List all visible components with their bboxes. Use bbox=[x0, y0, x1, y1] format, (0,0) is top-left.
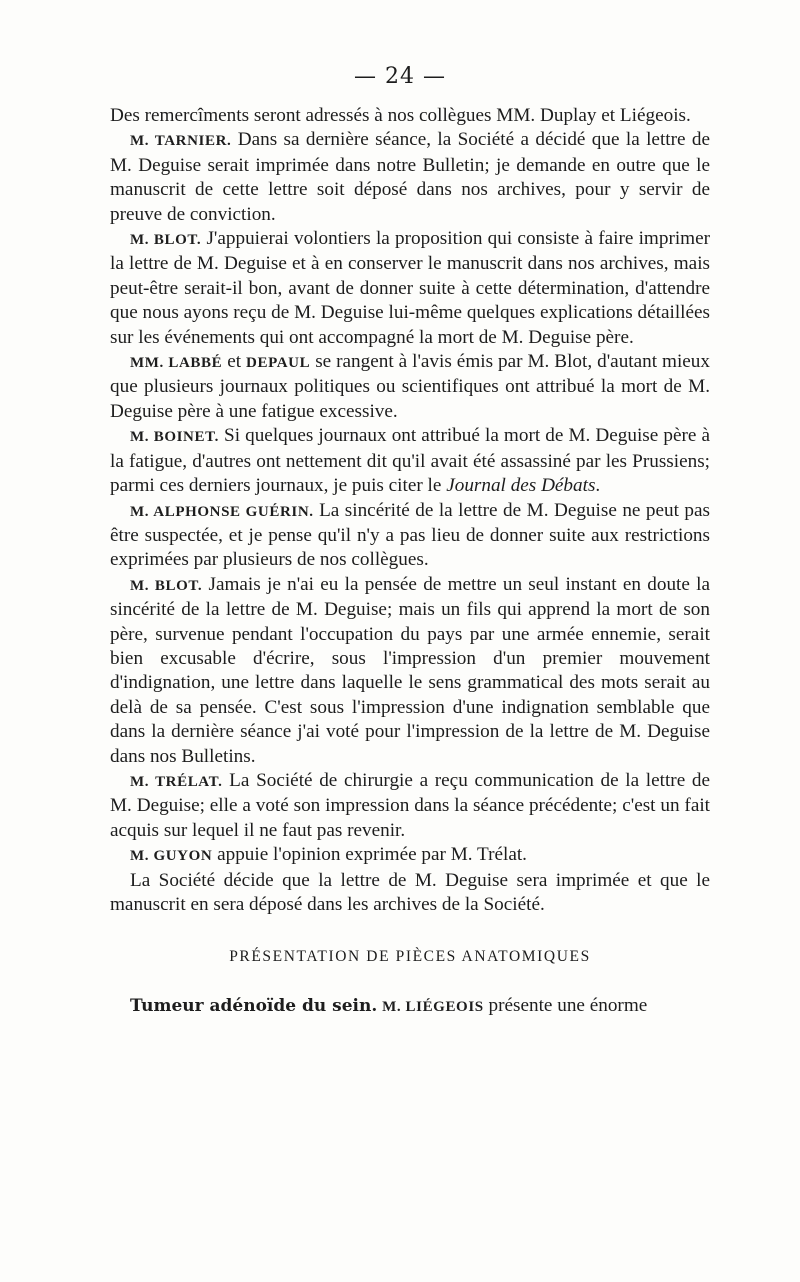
speaker-name-2: DEPAUL bbox=[246, 355, 311, 372]
paragraph-tail: . bbox=[595, 475, 601, 497]
paragraph-acknowledgement bbox=[110, 104, 710, 128]
paragraph-text: Si quelques journaux ont attribué la mort de M. Deguise père à la fatigue, d'autres ont nettement dit qu'il avait été assassiné par les Prussiens; parmi ces derniers journaux, je puis citer le bbox=[110, 425, 710, 497]
case-heading: Tumeur adénoïde du sein. bbox=[130, 995, 378, 1016]
speaker-name: M. BLOT. bbox=[130, 577, 203, 594]
speaker-name: M. ALPHONSE GUÉRIN. bbox=[130, 503, 314, 520]
speaker-conjunction: et bbox=[222, 351, 247, 373]
paragraph-text: J'appuierai volontiers la proposition qui consiste à faire imprimer la lettre de M. Deguise et à en conserver le manuscrit dans nos archives, mais peut-être serait-il bon, avant de donner suite à cette détermination, d'attendre que nous ayons reçu de M. Deguise lui-même quelques explications détaillées sur les événements qui ont accompagné la mort de M. Deguise père. bbox=[110, 228, 710, 348]
paragraph-boinet bbox=[110, 424, 710, 498]
document-body bbox=[110, 104, 710, 1019]
speaker-name: M. LIÉGEOIS bbox=[382, 998, 484, 1015]
paragraph-text: Jamais je n'ai eu la pensée de mettre un seul instant en doute la sincérité de la lettre de M. Deguise; mais un fils qui apprend la mort de son père, survenue pendant l'occupation du pays par une armée ennemie, serait bien excusable d'écrire, sous l'impression d'un premier mouvement d'indignation, une lettre dans laquelle le sens grammatical des mots serait au delà de sa pensée. C'est sous l'impression d'une indignation semblable que dans la dernière séance j'ai voté pour l'impression de la lettre de M. Deguise dans nos Bulletins. bbox=[110, 573, 711, 767]
paragraph-guyon bbox=[110, 843, 710, 868]
paragraph-blot-2 bbox=[110, 573, 710, 769]
paragraph-text: La sincérité de la lettre de M. Deguise ne peut pas être suspectée, et je pense qu'il n'y a pas lieu de donner suite aux restrictions exprimées par plusieurs de nos collègues. bbox=[110, 499, 710, 571]
paragraph-blot-1 bbox=[110, 227, 710, 350]
paragraph-guerin bbox=[110, 499, 710, 573]
section-heading: PRÉSENTATION DE PIÈCES ANATOMIQUES bbox=[229, 948, 591, 966]
journal-title: Journal des Débats bbox=[446, 475, 596, 497]
paragraph-tarnier bbox=[110, 128, 710, 227]
paragraph-text: La Société décide que la lettre de M. Deguise sera imprimée et que le manuscrit en sera déposé dans les archives de la Société. bbox=[110, 869, 710, 915]
speaker-name: M. TRÉLAT. bbox=[130, 773, 223, 790]
paragraph-text: Des remercîments seront adressés à nos collègues MM. Duplay et Liégeois. bbox=[110, 105, 691, 126]
speaker-name: MM. LABBÉ bbox=[130, 355, 223, 372]
speaker-name: M. GUYON bbox=[130, 848, 213, 865]
paragraph-text: se rangent à l'avis émis par M. Blot, d'autant mieux que plusieurs journaux politiques ou scientifiques ont attribué la mort de M. Deguise père à une fatigue excessive. bbox=[110, 351, 710, 422]
paragraph-tumeur bbox=[110, 994, 710, 1019]
speaker-name: M. BLOT. bbox=[130, 232, 202, 249]
paragraph-text: appuie l'opinion exprimée par M. Trélat. bbox=[212, 844, 527, 866]
paragraph-labbe-depaul bbox=[110, 350, 710, 424]
paragraph-text: Dans sa dernière séance, la Société a décidé que la lettre de M. Deguise serait imprimée dans notre Bulletin; je demande en outre que le manuscrit de cette lettre soit déposé dans nos archives, pour y servir de preuve de conviction. bbox=[110, 129, 710, 225]
paragraph-text: La Société de chirurgie a reçu communication de la lettre de M. Deguise; elle a voté son impression dans la séance précédente; c'est un fait acquis sur lequel il ne faut pas revenir. bbox=[110, 769, 710, 841]
page-number: — 24 — bbox=[354, 64, 446, 89]
speaker-name: M. BOINET. bbox=[130, 429, 219, 446]
speaker-name: M. TARNIER. bbox=[130, 133, 232, 150]
paragraph-decision bbox=[110, 869, 710, 918]
paragraph-trelat bbox=[110, 769, 710, 843]
paragraph-text: présente une énorme bbox=[483, 994, 648, 1016]
